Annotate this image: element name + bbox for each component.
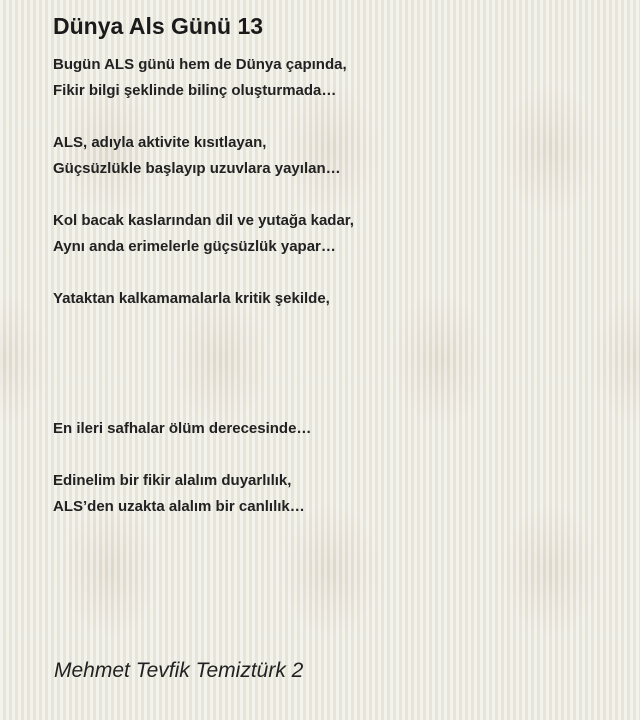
poem-line: ALS’den uzakta alalım bir canlılık…	[53, 498, 305, 515]
poem-body	[53, 52, 613, 520]
poem-line	[53, 260, 613, 286]
poem-title: Dünya Als Günü 13	[53, 13, 264, 39]
poem-line: Yataktan kalkamamalarla kritik şekilde,	[53, 290, 330, 307]
poem-line	[53, 390, 613, 416]
poem-line	[53, 182, 613, 208]
poem-line: Kol bacak kaslarından dil ve yutağa kadar,	[53, 212, 354, 229]
poem-line	[53, 338, 613, 364]
poem-line: ALS, adıyla aktivite kısıtlayan,	[53, 134, 267, 151]
poem-line: Edinelim bir fikir alalım duyarlılık,	[53, 472, 292, 489]
poem-line: Fikir bilgi şeklinde bilinç oluşturmada…	[53, 82, 337, 99]
poem-line: Bugün ALS günü hem de Dünya çapında,	[53, 56, 347, 73]
poem-line	[53, 442, 613, 468]
poem-line	[53, 364, 613, 390]
poem-line	[53, 104, 613, 130]
poem-author: Mehmet Tevfik Temiztürk 2	[54, 659, 304, 682]
poem-line	[53, 312, 613, 338]
poem-line: Güçsüzlükle başlayıp uzuvlara yayılan…	[53, 160, 341, 177]
poem-line: Aynı anda erimelerle güçsüzlük yapar…	[53, 238, 336, 255]
poem-line: En ileri safhalar ölüm derecesinde…	[53, 420, 312, 437]
